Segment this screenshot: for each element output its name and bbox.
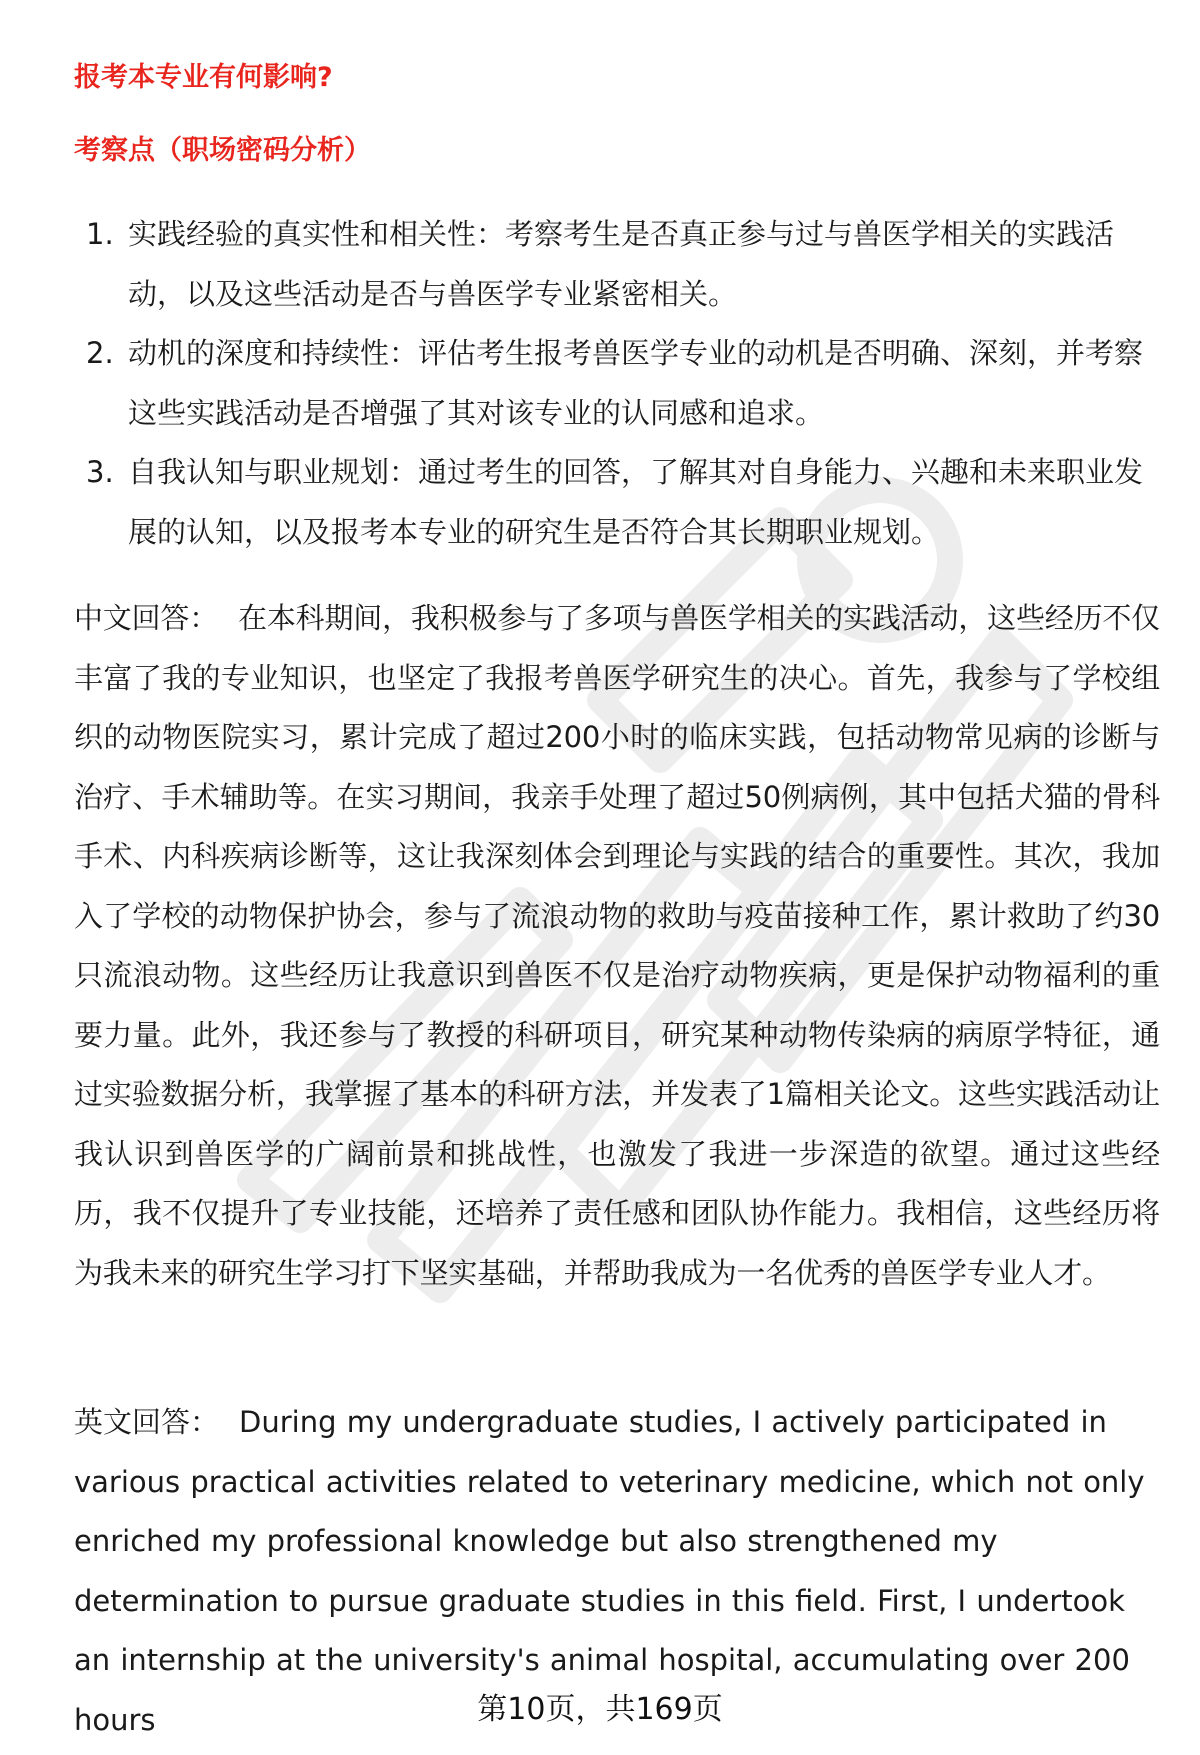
chinese-answer-label: 中文回答：	[74, 601, 219, 635]
chinese-answer-paragraph	[74, 589, 1160, 1303]
list-text: 自我认知与职业规划：通过考生的回答，了解其对自身能力、兴趣和未来职业发展的认知，以及报考本专业的研究生是否符合其长期职业规划。	[128, 455, 1144, 549]
list-number: 2.	[86, 336, 114, 370]
focus-points-heading: 考察点（职场密码分析）	[74, 135, 371, 166]
list-item	[74, 324, 1148, 443]
focus-points-list	[74, 205, 1148, 562]
page-number-footer: 第10页，共169页	[477, 1692, 723, 1727]
list-item	[74, 205, 1148, 324]
english-answer-text: During my undergraduate studies, I actively participated in various practical activities related to veterinary medicine, which not only enriched my professional knowledge but also strengthened my determination to pursue graduate studies in this field. First, I undertook an internship at the university's animal hospital, accumulating over 200 hours	[74, 1405, 1145, 1737]
impact-heading: 报考本专业有何影响?	[74, 62, 333, 93]
list-item	[74, 443, 1148, 562]
list-text: 动机的深度和持续性：评估考生报考兽医学专业的动机是否明确、深刻，并考察这些实践活动是否增强了其对该专业的认同感和追求。	[128, 336, 1144, 430]
list-number: 1.	[86, 217, 114, 251]
list-number: 3.	[86, 455, 114, 489]
english-answer-label: 英文回答：	[74, 1405, 220, 1439]
list-text: 实践经验的真实性和相关性：考察考生是否真正参与过与兽医学相关的实践活动，以及这些活动是否与兽医学专业紧密相关。	[128, 217, 1115, 311]
chinese-answer-text: 在本科期间，我积极参与了多项与兽医学相关的实践活动，这些经历不仅丰富了我的专业知识，也坚定了我报考兽医学研究生的决心。首先，我参与了学校组织的动物医院实习，累计完成了超过200小时的临床实践，包括动物常见病的诊断与治疗、手术辅助等。在实习期间，我亲手处理了超过50例病例，其中包括犬猫的骨科手术、内科疾病诊断等，这让我深刻体会到理论与实践的结合的重要性。其次，我加入了学校的动物保护协会，参与了流浪动物的救助与疫苗接种工作，累计救助了约30只流浪动物。这些经历让我意识到兽医不仅是治疗动物疾病，更是保护动物福利的重要力量。此外，我还参与了教授的科研项目，研究某种动物传染病的病原学特征，通过实验数据分析，我掌握了基本的科研方法，并发表了1篇相关论文。这些实践活动让我认识到兽医学的广阔前景和挑战性，也激发了我进一步深造的欲望。通过这些经历，我不仅提升了专业技能，还培养了责任感和团队协作能力。我相信，这些经历将为我未来的研究生学习打下坚实基础，并帮助我成为一名优秀的兽医学专业人才。	[74, 601, 1160, 1290]
